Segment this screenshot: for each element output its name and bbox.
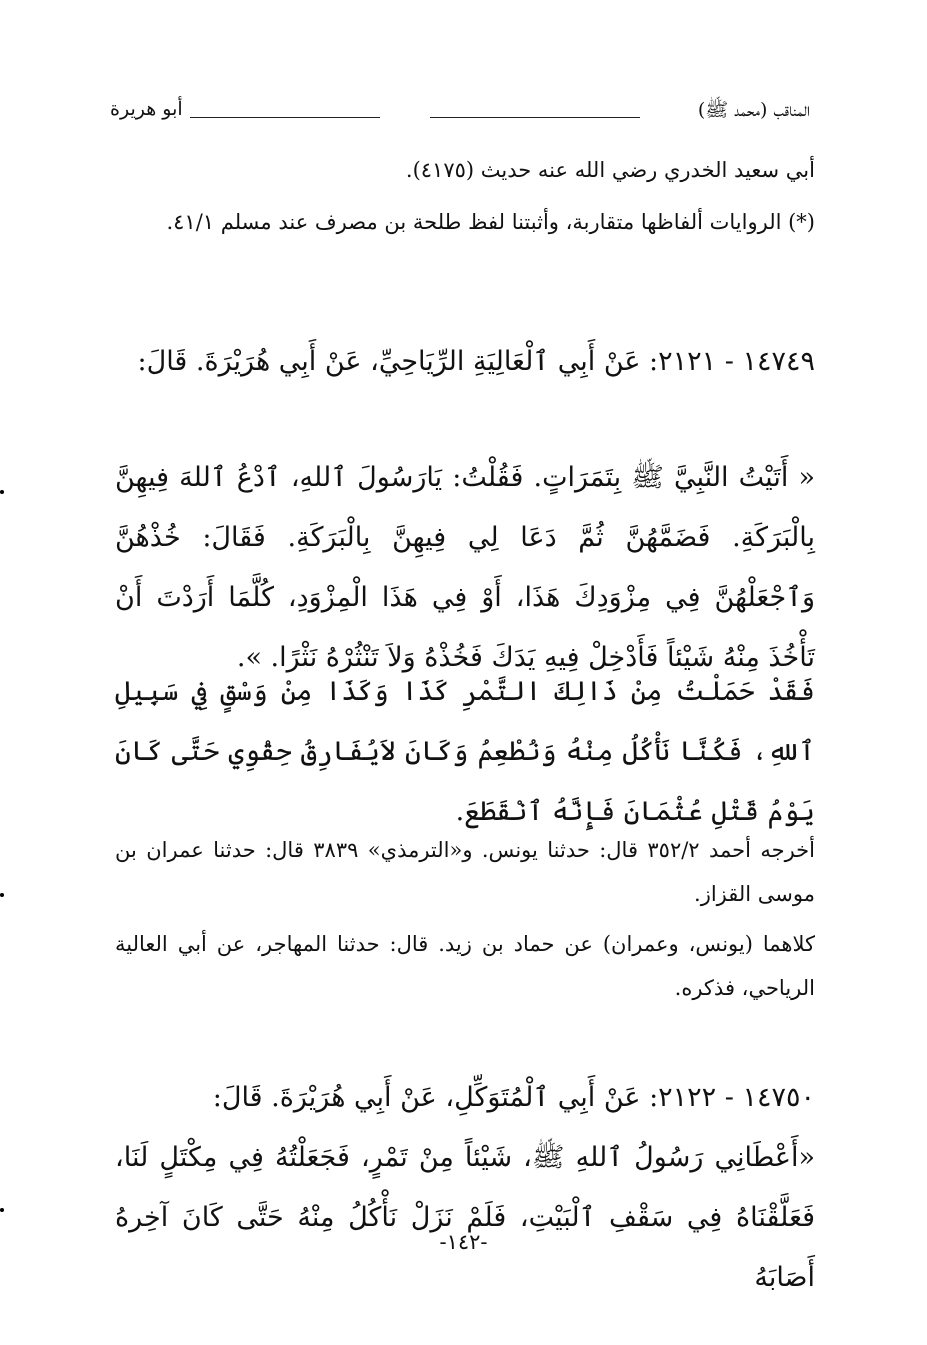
- takhrij-note-1: [115, 828, 815, 916]
- hadith-body-14749: [115, 448, 815, 688]
- section-title: أبو هريرة: [110, 98, 183, 120]
- scan-speck: [0, 490, 4, 494]
- hadith-heading-text: ١٤٧٥٠ - ٢١٢٢: عَنْ أَبِي ٱلْمُتَوَكِّلِ، عَنْ أَبِي هُرَيْرَةَ. قَالَ:: [212, 1082, 815, 1113]
- footnote-note: [115, 200, 815, 244]
- hadith-body-14749-continued: [115, 662, 815, 842]
- header-rule-right: [430, 117, 640, 118]
- running-header: [110, 92, 810, 132]
- hadith-body-14750: [115, 1128, 815, 1308]
- takhrij-note-2: [115, 922, 815, 1010]
- scan-speck: [0, 1208, 4, 1212]
- takhrij-text: أخرجه أحمد ٣٥٢/٢ قال: حدثنا يونس. و«الترمذي» ٣٨٣٩ قال: حدثنا عمران بن موسى القزاز.: [115, 838, 815, 906]
- header-rule-left: [190, 117, 380, 118]
- chapter-title: المناقب (محمد ﷺ): [697, 99, 810, 121]
- scan-speck: [0, 893, 4, 897]
- footnote-text: أبي سعيد الخدري رضي الله عنه حديث (٤١٧٥).: [405, 158, 815, 182]
- hadith-body-text: فَقَدْ حَمَلْتُ مِنْ ذَالِكَ التَّمْرِ كَذَا وَكَذَا مِنْ وَسْقٍ فِي سَبِيلِ ٱللهِ، فَكُنَّا نَأْكُلُ مِنْهُ وَنُطْعِمُ وَكَانَ لاَيُفَارِقُ حِقْوِي حَتَّى كَانَ يَوْمُ قَتْلِ عُثْمَانَ فَإِنَّهُ ٱنْقَطَعَ.: [115, 676, 815, 827]
- hadith-heading-14750: [115, 1068, 815, 1128]
- hadith-heading-text: ١٤٧٤٩ - ٢١٢١: عَنْ أَبِي ٱلْعَالِيَةِ الرِّيَاحِيِّ، عَنْ أَبِي هُرَيْرَةَ. قَالَ:: [137, 346, 815, 377]
- hadith-body-text: « أَتَيْتُ النَّبِيَّ ﷺ بِتَمَرَاتٍ. فَقُلْتُ: يَارَسُولَ ٱللهِ، ٱدْعُ ٱللهَ فِيهِنَّ بِالْبَرَكَةِ. فَضَمَّهُنَّ ثُمَّ دَعَا لِي فِيهِنَّ بِالْبَرَكَةِ. فَقَالَ: خُذْهُنَّ وَٱجْعَلْهُنَّ فِي مِزْوَدِكَ هَذَا، أَوْ فِي هَذَا الْمِزْوَدِ، كُلَّمَا أَرَدْتَ أَنْ تَأْخُذَ مِنْهُ شَيْئاً فَأَدْخِلْ فِيهِ يَدَكَ فَخُذْهُ وَلاَ تَنْثُرْهُ نَثْرًا. ».: [115, 462, 815, 673]
- footnote-continuation: [115, 148, 815, 192]
- hadith-heading-14749: [115, 332, 815, 392]
- page-number: -١٤٢-: [439, 1230, 488, 1254]
- hadith-body-text: «أَعْطَانِي رَسُولُ ٱللهِ ﷺ، شَيْئاً مِنْ تَمْرٍ، فَجَعَلْتُهُ فِي مِكْتَلٍ لَنَا، فَعَلَّقْنَاهُ فِي سَقْفِ ٱلْبَيْتِ، فَلَمْ نَزَلْ نَأْكُلُ مِنْهُ حَتَّى كَانَ آخِرهُ أَصَابَهُ: [115, 1142, 815, 1293]
- footnote-text: (*) الروايات ألفاظها متقاربة، وأثبتنا لفظ طلحة بن مصرف عند مسلم ٤١/١.: [166, 210, 815, 234]
- takhrij-text: كلاهما (يونس، وعمران) عن حماد بن زيد. قال: حدثنا المهاجر، عن أبي العالية الرياحي، فذكره.: [115, 932, 815, 1000]
